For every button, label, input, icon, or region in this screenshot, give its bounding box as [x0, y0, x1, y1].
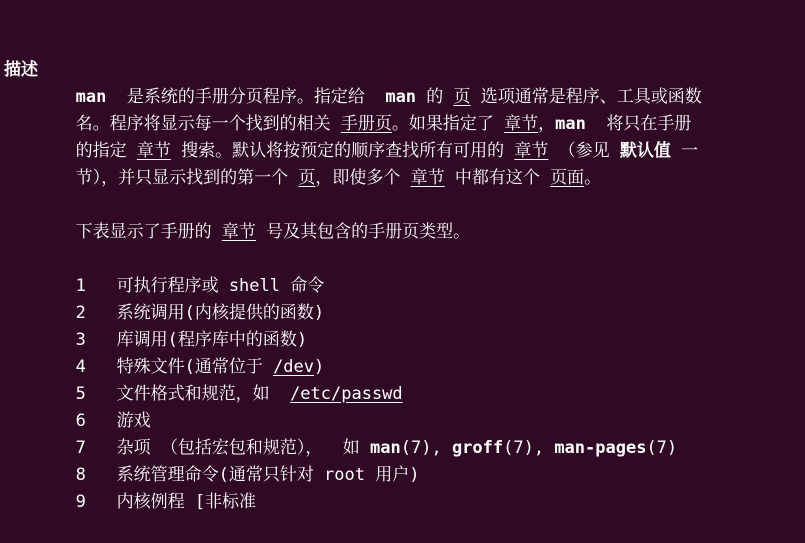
section-list-item-1: [4, 273, 805, 300]
plain-text: 下表显示了手册的: [4, 222, 222, 242]
plain-text: 节），并只显示找到的第一个: [4, 168, 299, 188]
bold-text: 默认值: [619, 141, 671, 161]
plain-text: 4 特殊文件(通常位于: [4, 357, 274, 377]
blank-line: [4, 192, 805, 219]
underlined-text: 页: [298, 168, 316, 188]
table-intro-line: [4, 219, 805, 246]
plain-text: (7),: [503, 438, 555, 458]
bold-text: groff: [451, 438, 504, 458]
plain-text: 6 游戏: [4, 411, 151, 431]
paragraph-line-3: [4, 138, 805, 165]
section-list-item-5: [4, 381, 805, 408]
bold-text: man: [385, 87, 417, 107]
section-list-item-3: [4, 327, 805, 354]
plain-text: 7 杂项 （包括宏包和规范）， 如: [4, 438, 371, 458]
paragraph-line-4: [4, 165, 805, 192]
terminal-output: [4, 57, 805, 516]
plain-text: [4, 87, 76, 107]
section-heading: [4, 57, 805, 84]
plain-text: ): [314, 357, 325, 377]
section-list-item-6: [4, 408, 805, 435]
plain-text: 将只在手册: [585, 114, 692, 134]
section-list-item-9: [4, 489, 805, 516]
plain-text: （参见: [548, 141, 620, 161]
plain-text: 名。程序将显示每一个找到的相关: [4, 114, 341, 134]
section-list-item-2: [4, 300, 805, 327]
paragraph-line-1: [4, 84, 805, 111]
plain-text: (7): [646, 438, 678, 458]
underlined-text: 章节: [221, 222, 256, 242]
plain-text: 的: [416, 87, 454, 107]
bold-text: 描述: [4, 60, 38, 80]
plain-text: 5 文件格式和规范，如: [4, 384, 291, 404]
bold-text: man: [555, 114, 586, 134]
plain-text: 号及其包含的手册页类型。: [255, 222, 471, 242]
section-list-item-8: [4, 462, 805, 489]
bold-text: man: [75, 87, 107, 107]
plain-text: ，: [538, 114, 556, 134]
underlined-text: 章节: [410, 168, 445, 188]
plain-text: ，即使多个: [315, 168, 411, 188]
underlined-text: 手册页: [340, 114, 392, 134]
plain-text: 1 可执行程序或 shell 命令: [4, 276, 325, 296]
plain-text: 搜索。默认将按预定的顺序查找所有可用的: [170, 141, 515, 161]
underlined-text: 章节: [514, 141, 549, 161]
paragraph-line-2: [4, 111, 805, 138]
plain-text: 3 库调用(程序库中的函数): [4, 330, 308, 350]
underlined-text: 章节: [504, 114, 539, 134]
plain-text: 是系统的手册分页程序。指定给: [106, 87, 386, 107]
plain-text: 的指定: [4, 141, 137, 161]
blank-line: [4, 246, 805, 273]
underlined-text: 页: [453, 87, 471, 107]
underlined-text: 章节: [136, 141, 171, 161]
plain-text: (7),: [400, 438, 452, 458]
plain-text: 选项通常是程序、工具或函数: [470, 87, 702, 107]
plain-text: 8 系统管理命令(通常只针对 root 用户): [4, 465, 420, 485]
plain-text: 中都有这个: [444, 168, 551, 188]
plain-text: 2 系统调用(内核提供的函数): [4, 303, 325, 323]
bold-text: man: [370, 438, 401, 458]
plain-text: 一: [670, 141, 699, 161]
underlined-text: 页面: [550, 168, 585, 188]
bold-text: man-pages: [554, 438, 647, 458]
plain-text: 。如果指定了: [391, 114, 505, 134]
underlined-text: /dev: [273, 357, 315, 377]
plain-text: 。: [584, 168, 602, 188]
underlined-text: /etc/passwd: [290, 384, 403, 404]
plain-text: 9 内核例程 [非标准: [4, 492, 257, 512]
section-list-item-4: [4, 354, 805, 381]
